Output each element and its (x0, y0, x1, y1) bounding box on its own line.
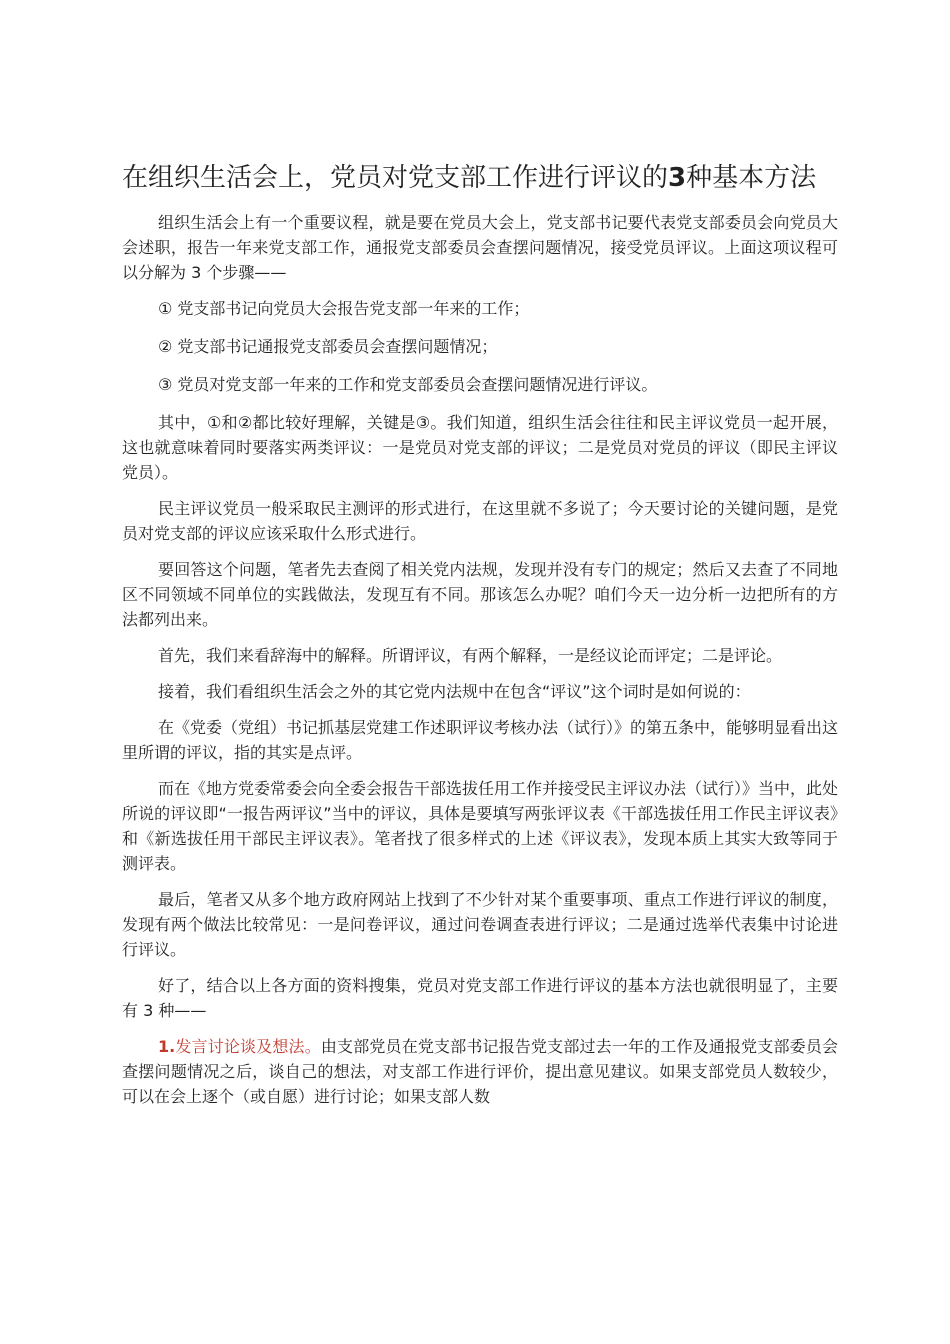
title-part-2: 种基本方法 (686, 163, 817, 193)
method-1-heading: 发言讨论谈及想法。 (175, 1037, 321, 1056)
method-1-number: 1. (158, 1037, 176, 1056)
page-title (122, 150, 838, 206)
step-1: ① 党支部书记向党员大会报告党支部一年来的工作； (158, 299, 530, 318)
paragraph-5: 接着，我们看组织生活会之外的其它党内法规中在包含“评议”这个词时是如何说的： (158, 682, 751, 701)
intro-paragraph: 组织生活会上有一个重要议程，就是要在党员大会上，党支部书记要代表党支部委员会向党员大会述职，报告一年来党支部工作，通报党支部委员会查摆问题情况，接受党员评议。上面这项议程可以分解为 3 个步骤—— (122, 213, 838, 282)
method-1-body: 由支部党员在党支部书记报告党支部过去一年的工作及通报党支部委员会查摆问题情况之后，谈自己的想法，对支部工作进行评价，提出意见建议。如果支部党员人数较少，可以在会上逐个（或自愿）进行讨论；如果支部人数 (122, 1037, 838, 1106)
paragraph-1: 其中，①和②都比较好理解，关键是③。我们知道，组织生活会往往和民主评议党员一起开展，这也就意味着同时要落实两类评议：一是党员对党支部的评议；二是党员对党员的评议（即民主评议党员）。 (122, 413, 838, 482)
title-part-1: 在组织生活会上，党员对党支部工作进行评议的 (122, 163, 669, 193)
step-2: ② 党支部书记通报党支部委员会查摆问题情况； (158, 337, 498, 356)
title-number: 3 (668, 163, 687, 193)
paragraph-3: 要回答这个问题，笔者先去查阅了相关党内法规，发现并没有专门的规定；然后又去查了不同地区不同领域不同单位的实践做法，发现互有不同。那该怎么办呢？咱们今天一边分析一边把所有的方法都列出来。 (122, 560, 838, 629)
paragraph-4: 首先，我们来看辞海中的解释。所谓评议，有两个解释，一是经议论而评定；二是评论。 (158, 646, 783, 665)
paragraph-9: 好了，结合以上各方面的资料搜集，党员对党支部工作进行评议的基本方法也就很明显了，主要有 3 种—— (122, 976, 838, 1020)
paragraph-2: 民主评议党员一般采取民主测评的形式进行，在这里就不多说了；今天要讨论的关键问题，是党员对党支部的评议应该采取什么形式进行。 (122, 499, 838, 543)
paragraph-8: 最后，笔者又从多个地方政府网站上找到了不少针对某个重要事项、重点工作进行评议的制度，发现有两个做法比较常见：一是问卷评议，通过问卷调查表进行评议；二是通过选举代表集中讨论进行评议。 (122, 890, 838, 959)
method-1-paragraph (122, 1034, 838, 1109)
paragraph-7: 而在《地方党委常委会向全委会报告干部选拔任用工作并接受民主评议办法（试行）》当中，此处所说的评议即“一报告两评议”当中的评议，具体是要填写两张评议表《干部选拔任用工作民主评议表》和《新选拔任用干部民主评议表》。笔者找了很多样式的上述《评议表》，发现本质上其实大致等同于测评表。 (122, 779, 839, 873)
paragraph-6: 在《党委（党组）书记抓基层党建工作述职评议考核办法（试行）》的第五条中，能够明显看出这里所谓的评议，指的其实是点评。 (122, 718, 839, 762)
step-3: ③ 党员对党支部一年来的工作和党支部委员会查摆问题情况进行评议。 (158, 375, 658, 394)
document-page (122, 150, 838, 1120)
